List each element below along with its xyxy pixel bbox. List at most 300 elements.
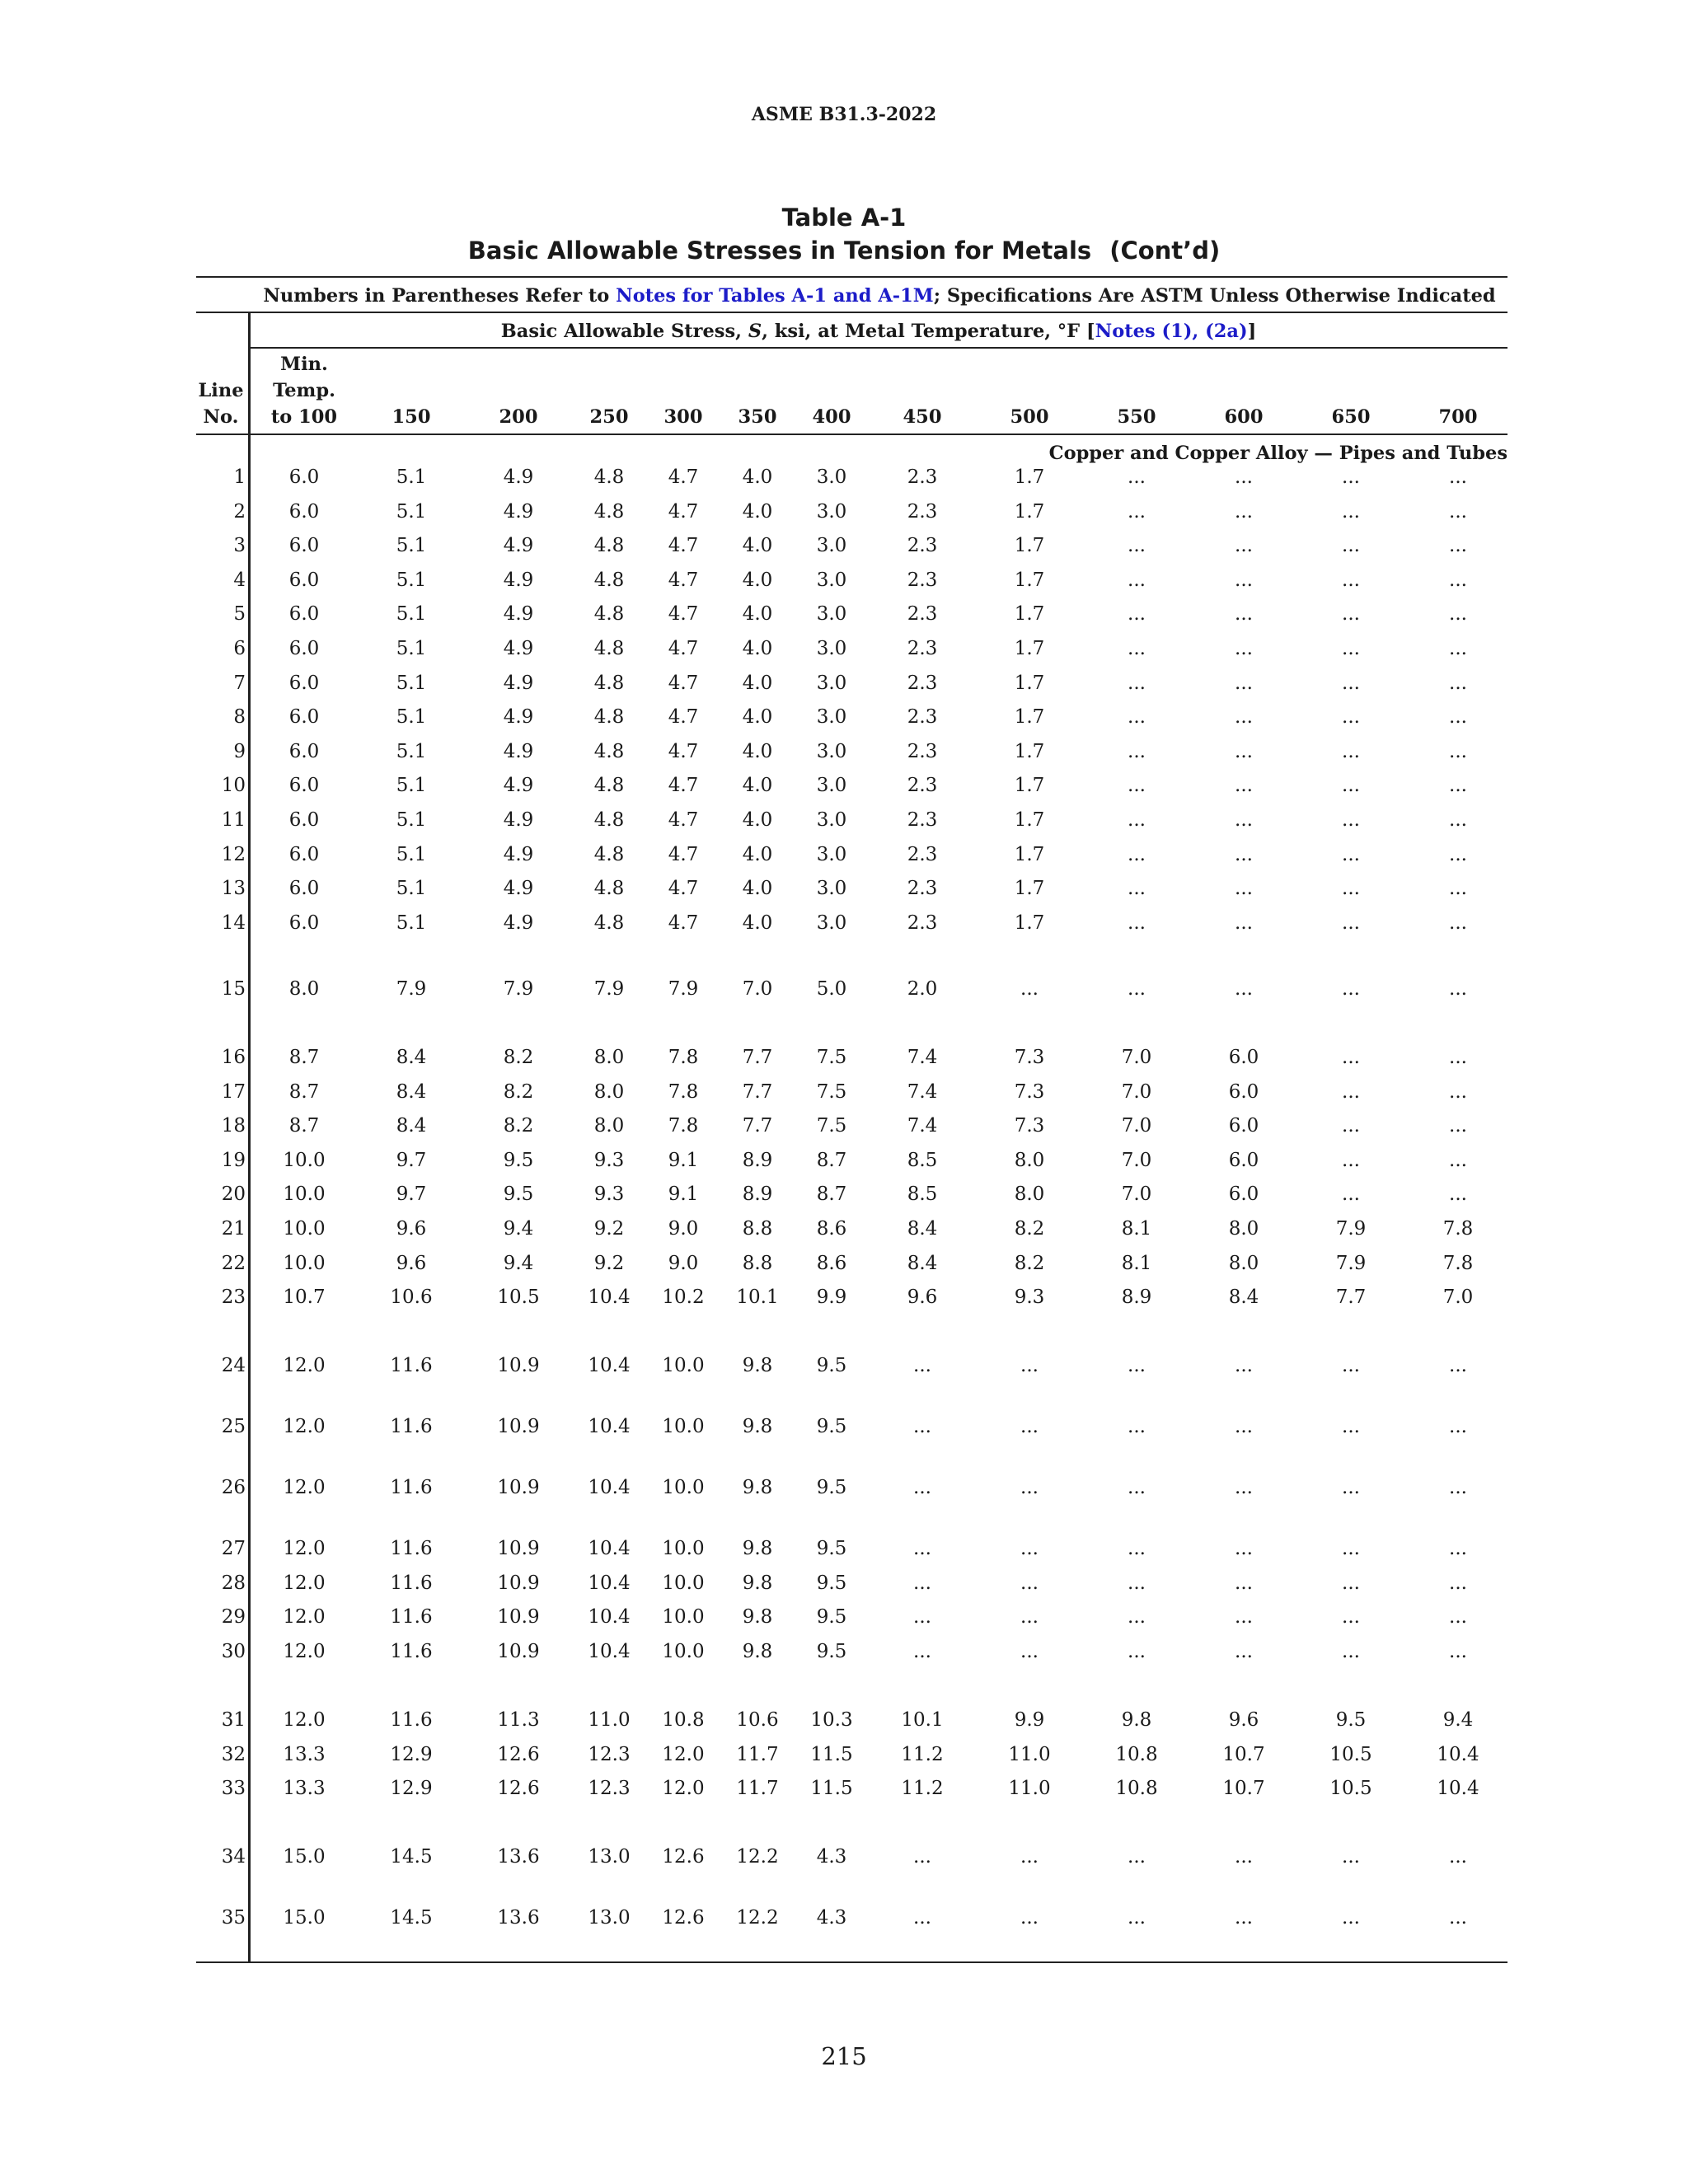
stress-cell: 12.3: [588, 1778, 631, 1800]
stress-cell: ...: [1449, 672, 1467, 694]
stress-cell: 12.2: [736, 1846, 779, 1868]
stress-cell: 8.0: [1228, 1218, 1259, 1240]
note-1-link[interactable]: (1): [1161, 321, 1193, 342]
stress-cell: 5.1: [396, 775, 427, 797]
stress-cell: 4.0: [742, 569, 773, 591]
bracket-close: ]: [1247, 321, 1257, 342]
stress-cell: 4.7: [668, 912, 699, 934]
stress-cell: ...: [1449, 1115, 1467, 1137]
line-number: 6: [233, 638, 246, 659]
line-number: 28: [221, 1572, 246, 1594]
stress-cell: ...: [1235, 706, 1253, 729]
stress-cell: ...: [1128, 1640, 1146, 1662]
stress-cell: 8.1: [1121, 1218, 1152, 1240]
stress-cell: 4.7: [668, 843, 699, 865]
stress-cell: 1.7: [1014, 809, 1045, 831]
stress-symbol: S: [748, 321, 762, 342]
stress-cell: 2.3: [907, 809, 938, 831]
line-number: 12: [221, 843, 246, 865]
stress-cell: ...: [1342, 809, 1360, 831]
stress-cell: 4.7: [668, 672, 699, 694]
stress-cell: 7.4: [907, 1080, 938, 1103]
page-number: 215: [821, 2042, 867, 2070]
stress-cell: 6.0: [288, 809, 320, 831]
stress-cell: 9.8: [742, 1572, 773, 1594]
stress-cell: 10.0: [662, 1355, 705, 1376]
stress-cell: 7.0: [1121, 1047, 1152, 1068]
stress-cell: 7.9: [668, 978, 699, 1000]
stress-cell: 7.4: [907, 1047, 938, 1068]
stress-cell: 4.8: [593, 466, 625, 488]
stress-cell: ...: [1128, 843, 1146, 865]
stress-cell: ...: [1342, 1477, 1360, 1498]
stress-cell: 1.7: [1014, 603, 1045, 626]
stress-cell: 5.1: [396, 912, 427, 934]
stress-cell: 4.9: [503, 912, 534, 934]
stress-cell: 6.0: [1228, 1047, 1259, 1068]
stress-cell: 9.3: [593, 1183, 625, 1206]
stress-cell: 4.9: [503, 672, 534, 694]
stress-cell: 4.0: [742, 740, 773, 762]
stress-cell: 6.0: [288, 706, 320, 729]
stress-cell: 6.0: [288, 466, 320, 488]
stress-cell: 12.0: [283, 1538, 326, 1559]
stress-middle: , ksi, at Metal Temperature, °F: [762, 321, 1086, 342]
header-no: No.: [203, 406, 239, 428]
stress-cell: ...: [1449, 1640, 1467, 1662]
stress-cell: 14.5: [390, 1846, 433, 1868]
stress-cell: 1.7: [1014, 740, 1045, 762]
stress-cell: ...: [1342, 638, 1360, 659]
stress-cell: 2.3: [907, 878, 938, 900]
stress-cell: 8.4: [907, 1252, 938, 1274]
notes-suffix: ; Specifications Are ASTM Unless Otherwise Indicated: [933, 285, 1496, 307]
stress-cell: 7.8: [1442, 1218, 1474, 1240]
stress-cell: 5.1: [396, 740, 427, 762]
stress-cell: 3.0: [816, 843, 847, 865]
stress-cell: 10.4: [588, 1572, 631, 1594]
stress-prefix: Basic Allowable Stress,: [500, 321, 748, 342]
stress-cell: 9.8: [742, 1538, 773, 1559]
line-number: 35: [221, 1907, 246, 1929]
stress-cell: 8.0: [288, 978, 320, 1000]
stress-cell: ...: [1128, 1538, 1146, 1559]
stress-cell: 13.6: [497, 1907, 540, 1929]
stress-cell: 1.7: [1014, 569, 1045, 591]
stress-cell: 5.1: [396, 603, 427, 626]
stress-cell: ...: [913, 1606, 931, 1629]
stress-cell: 4.8: [593, 740, 625, 762]
stress-cell: 10.5: [497, 1286, 540, 1309]
stress-cell: ...: [1342, 535, 1360, 557]
stress-cell: 4.7: [668, 535, 699, 557]
line-number: 10: [221, 775, 246, 797]
stress-cell: 8.4: [1228, 1286, 1259, 1309]
header-temp-400: 400: [812, 406, 851, 428]
stress-cell: ...: [1128, 809, 1146, 831]
line-number: 17: [221, 1080, 246, 1103]
line-number: 33: [221, 1778, 246, 1800]
stress-cell: 6.0: [288, 672, 320, 694]
stress-cell: 8.7: [816, 1149, 847, 1171]
stress-cell: 4.7: [668, 706, 699, 729]
stress-cell: 10.1: [901, 1709, 944, 1731]
stress-cell: 1.7: [1014, 672, 1045, 694]
stress-cell: 4.9: [503, 603, 534, 626]
header-line: Line: [198, 380, 244, 401]
line-number: 8: [233, 706, 246, 729]
stress-cell: 2.3: [907, 569, 938, 591]
stress-cell: 7.7: [742, 1080, 773, 1103]
stress-cell: ...: [1128, 535, 1146, 557]
stress-cell: ...: [1449, 843, 1467, 865]
stress-cell: 9.9: [1014, 1709, 1045, 1731]
stress-cell: ...: [1235, 569, 1253, 591]
stress-cell: 10.9: [497, 1538, 540, 1559]
stress-cell: 4.8: [593, 775, 625, 797]
line-number: 31: [221, 1709, 246, 1731]
rule-bottom: [196, 1961, 1507, 1963]
stress-cell: 2.3: [907, 912, 938, 934]
stress-cell: 9.5: [816, 1640, 847, 1662]
stress-cell: 9.7: [396, 1183, 427, 1206]
stress-cell: 9.5: [816, 1572, 847, 1594]
stress-cell: ...: [1449, 500, 1467, 523]
stress-cell: ...: [1128, 500, 1146, 523]
stress-cell: 8.0: [593, 1047, 625, 1068]
stress-cell: 10.0: [662, 1572, 705, 1594]
stress-cell: 4.0: [742, 638, 773, 659]
stress-cell: 4.9: [503, 775, 534, 797]
stress-cell: ...: [1449, 1080, 1467, 1103]
stress-cell: 11.5: [810, 1743, 853, 1765]
stress-cell: 11.6: [390, 1640, 433, 1662]
stress-cell: 1.7: [1014, 912, 1045, 934]
stress-cell: 3.0: [816, 809, 847, 831]
stress-cell: ...: [1449, 1846, 1467, 1868]
rule-stress: [250, 347, 1507, 349]
header-temp-700: 700: [1438, 406, 1478, 428]
stress-cell: 8.5: [907, 1183, 938, 1206]
header-to100: to 100: [270, 406, 338, 428]
stress-cell: 8.9: [742, 1183, 773, 1206]
stress-cell: 10.0: [283, 1218, 326, 1240]
stress-cell: 1.7: [1014, 535, 1045, 557]
stress-cell: 8.2: [1014, 1218, 1045, 1240]
stress-cell: ...: [1449, 740, 1467, 762]
stress-cell: 6.0: [288, 535, 320, 557]
stress-cell: 4.7: [668, 569, 699, 591]
stress-cell: 2.3: [907, 500, 938, 523]
stress-cell: 1.7: [1014, 500, 1045, 523]
stress-cell: 12.0: [283, 1355, 326, 1376]
stress-cell: 4.8: [593, 843, 625, 865]
stress-cell: 9.5: [816, 1355, 847, 1376]
rule-notes: [196, 312, 1507, 313]
stress-cell: 9.4: [503, 1252, 534, 1274]
stress-cell: 2.3: [907, 775, 938, 797]
stress-cell: 10.0: [662, 1416, 705, 1437]
stress-cell: 12.0: [662, 1743, 705, 1765]
stress-cell: 7.8: [668, 1047, 699, 1068]
table-label: Table A-1: [781, 204, 907, 232]
stress-cell: ...: [1449, 809, 1467, 831]
stress-cell: 4.7: [668, 809, 699, 831]
stress-cell: 4.7: [668, 638, 699, 659]
stress-cell: 12.0: [662, 1778, 705, 1800]
stress-cell: 10.4: [1437, 1778, 1479, 1800]
line-number: 14: [221, 912, 246, 934]
stress-cell: ...: [1020, 1416, 1039, 1437]
stress-cell: 1.7: [1014, 775, 1045, 797]
stress-cell: 4.8: [593, 638, 625, 659]
stress-cell: 5.1: [396, 500, 427, 523]
stress-cell: ...: [1128, 1477, 1146, 1498]
stress-cell: 1.7: [1014, 878, 1045, 900]
stress-cell: 7.8: [668, 1080, 699, 1103]
stress-cell: 10.4: [588, 1286, 631, 1309]
line-number: 5: [233, 603, 246, 626]
stress-cell: ...: [1342, 1149, 1360, 1171]
stress-cell: 12.0: [283, 1477, 326, 1498]
stress-cell: ...: [1128, 638, 1146, 659]
stress-cell: 10.9: [497, 1477, 540, 1498]
stress-cell: 4.8: [593, 500, 625, 523]
stress-cell: ...: [1449, 1183, 1467, 1206]
stress-cell: 10.2: [662, 1286, 705, 1309]
stress-cell: ...: [1020, 1477, 1039, 1498]
stress-cell: 4.8: [593, 912, 625, 934]
stress-cell: 13.0: [588, 1846, 631, 1868]
stress-cell: 1.7: [1014, 843, 1045, 865]
stress-cell: 4.9: [503, 500, 534, 523]
stress-cell: 8.4: [396, 1115, 427, 1137]
line-number: 11: [221, 809, 246, 831]
stress-cell: 3.0: [816, 535, 847, 557]
stress-cell: 9.4: [503, 1218, 534, 1240]
line-number: 32: [221, 1743, 246, 1765]
stress-cell: 4.9: [503, 569, 534, 591]
stress-cell: 15.0: [283, 1907, 326, 1929]
stress-cell: 6.0: [288, 878, 320, 900]
stress-cell: 3.0: [816, 672, 847, 694]
stress-cell: 8.0: [593, 1115, 625, 1137]
stress-cell: ...: [1342, 466, 1360, 488]
header-temp-500: 500: [1010, 406, 1049, 428]
stress-cell: 8.4: [396, 1080, 427, 1103]
stress-cell: 4.7: [668, 500, 699, 523]
stress-cell: 3.0: [816, 706, 847, 729]
stress-cell: ...: [1128, 912, 1146, 934]
stress-cell: 4.0: [742, 706, 773, 729]
stress-cell: 11.6: [390, 1709, 433, 1731]
stress-cell: 6.0: [288, 775, 320, 797]
stress-cell: 10.7: [283, 1286, 326, 1309]
stress-cell: ...: [1235, 466, 1253, 488]
stress-cell: 7.5: [816, 1080, 847, 1103]
stress-cell: 4.7: [668, 603, 699, 626]
stress-cell: 11.2: [901, 1778, 944, 1800]
stress-cell: ...: [1235, 1572, 1253, 1594]
stress-cell: 10.0: [283, 1183, 326, 1206]
stress-cell: 5.1: [396, 638, 427, 659]
stress-cell: 4.8: [593, 569, 625, 591]
header-temp-650: 650: [1331, 406, 1371, 428]
stress-cell: 6.0: [288, 638, 320, 659]
rule-top: [196, 276, 1507, 278]
stress-cell: ...: [1449, 878, 1467, 900]
stress-cell: 11.5: [810, 1778, 853, 1800]
stress-cell: 2.3: [907, 535, 938, 557]
line-number: 25: [221, 1416, 246, 1437]
note-2a-link[interactable]: (2a): [1205, 321, 1248, 342]
stress-cell: 8.1: [1121, 1252, 1152, 1274]
stress-cell: ...: [1128, 1572, 1146, 1594]
stress-cell: ...: [1449, 1355, 1467, 1376]
stress-cell: ...: [1235, 1907, 1253, 1929]
stress-cell: 2.3: [907, 603, 938, 626]
stress-cell: ...: [1342, 1640, 1360, 1662]
stress-cell: ...: [1128, 1606, 1146, 1629]
stress-cell: 12.0: [283, 1640, 326, 1662]
stress-cell: 8.2: [503, 1080, 534, 1103]
stress-cell: 11.6: [390, 1538, 433, 1559]
stress-cell: 4.7: [668, 775, 699, 797]
header-line-no: [196, 377, 246, 430]
line-number: 3: [233, 535, 246, 557]
stress-cell: 6.0: [1228, 1183, 1259, 1206]
stress-cell: ...: [1235, 1477, 1253, 1498]
stress-cell: 12.0: [283, 1606, 326, 1629]
stress-cell: 10.4: [588, 1606, 631, 1629]
stress-cell: 7.3: [1014, 1115, 1045, 1137]
stress-cell: 9.5: [1335, 1709, 1367, 1731]
notes-line: [251, 285, 1507, 307]
stress-cell: 9.5: [816, 1606, 847, 1629]
stress-cell: 5.1: [396, 569, 427, 591]
stress-cell: 8.8: [742, 1252, 773, 1274]
stress-cell: 4.9: [503, 706, 534, 729]
header-temp-300: 300: [663, 406, 703, 428]
stress-cell: 11.6: [390, 1606, 433, 1629]
stress-cell: 9.1: [668, 1183, 699, 1206]
stress-cell: 10.4: [588, 1640, 631, 1662]
stress-cell: 5.1: [396, 535, 427, 557]
stress-cell: 10.5: [1329, 1778, 1372, 1800]
stress-cell: 4.0: [742, 535, 773, 557]
stress-cell: 9.3: [593, 1149, 625, 1171]
stress-cell: 4.8: [593, 603, 625, 626]
notes-link[interactable]: Notes for Tables A-1 and A-1M: [616, 285, 934, 307]
stress-cell: 4.0: [742, 672, 773, 694]
line-number: 4: [233, 569, 246, 591]
stress-cell: 1.7: [1014, 706, 1045, 729]
line-number: 24: [221, 1355, 246, 1376]
stress-cell: 8.2: [1014, 1252, 1045, 1274]
stress-cell: 3.0: [816, 912, 847, 934]
stress-cell: 4.0: [742, 912, 773, 934]
header-temp-600: 600: [1224, 406, 1264, 428]
stress-cell: 12.6: [662, 1907, 705, 1929]
stress-cell: ...: [1342, 978, 1360, 1000]
stress-cell: ...: [913, 1538, 931, 1559]
rule-header-bottom: [196, 434, 1507, 435]
line-number: 27: [221, 1538, 246, 1559]
stress-cell: ...: [1128, 1846, 1146, 1868]
stress-cell: 4.8: [593, 706, 625, 729]
stress-cell: 6.0: [288, 843, 320, 865]
stress-cell: ...: [1449, 1907, 1467, 1929]
stress-cell: ...: [1342, 1907, 1360, 1929]
stress-cell: ...: [1235, 672, 1253, 694]
stress-cell: ...: [1342, 1115, 1360, 1137]
notes-prefix: Numbers in Parentheses Refer to: [263, 285, 617, 307]
stress-cell: 9.6: [396, 1218, 427, 1240]
stress-cell: 4.8: [593, 672, 625, 694]
stress-cell: 7.5: [816, 1047, 847, 1068]
stress-cell: 6.0: [288, 500, 320, 523]
stress-cell: ...: [1020, 1606, 1039, 1629]
stress-cell: ...: [1342, 912, 1360, 934]
stress-cell: 5.1: [396, 878, 427, 900]
line-number: 34: [221, 1846, 246, 1868]
stress-cell: 10.0: [662, 1606, 705, 1629]
stress-cell: 7.0: [1121, 1183, 1152, 1206]
stress-cell: 4.9: [503, 809, 534, 831]
stress-cell: 9.8: [742, 1606, 773, 1629]
stress-cell: 7.0: [1121, 1080, 1152, 1103]
stress-cell: 7.9: [503, 978, 534, 1000]
stress-cell: 2.3: [907, 466, 938, 488]
stress-cell: ...: [1128, 466, 1146, 488]
stress-cell: 13.6: [497, 1846, 540, 1868]
stress-cell: ...: [913, 1477, 931, 1498]
header-temp: Temp.: [273, 380, 335, 401]
header-min: Min.: [280, 354, 328, 375]
stress-cell: 7.3: [1014, 1047, 1045, 1068]
stress-cell: 3.0: [816, 775, 847, 797]
stress-cell: 7.8: [668, 1115, 699, 1137]
line-number: 2: [233, 500, 246, 523]
stress-cell: 9.0: [668, 1252, 699, 1274]
stress-cell: 8.0: [1228, 1252, 1259, 1274]
stress-cell: 8.6: [816, 1218, 847, 1240]
stress-cell: ...: [1449, 1047, 1467, 1068]
stress-cell: 5.1: [396, 672, 427, 694]
header-min-temp: [255, 351, 354, 430]
stress-cell: ...: [1342, 1606, 1360, 1629]
stress-cell: 3.0: [816, 638, 847, 659]
stress-cell: 10.8: [1115, 1778, 1158, 1800]
section-label: Copper and Copper Alloy — Pipes and Tubes: [1048, 443, 1507, 464]
stress-cell: 11.2: [901, 1743, 944, 1765]
stress-cell: ...: [913, 1846, 931, 1868]
stress-cell: ...: [1449, 1416, 1467, 1437]
stress-cell: 4.0: [742, 603, 773, 626]
notes-ref-prefix[interactable]: Notes: [1095, 321, 1162, 342]
stress-line: [250, 321, 1507, 342]
header-temp-250: 250: [589, 406, 629, 428]
stress-cell: 10.6: [736, 1709, 779, 1731]
stress-cell: 9.2: [593, 1218, 625, 1240]
stress-cell: 9.5: [503, 1149, 534, 1171]
stress-cell: ...: [1449, 1606, 1467, 1629]
stress-cell: 7.7: [1335, 1286, 1367, 1309]
stress-cell: 11.6: [390, 1416, 433, 1437]
stress-cell: 2.0: [907, 978, 938, 1000]
stress-cell: 10.7: [1222, 1743, 1265, 1765]
stress-cell: 11.7: [736, 1778, 779, 1800]
